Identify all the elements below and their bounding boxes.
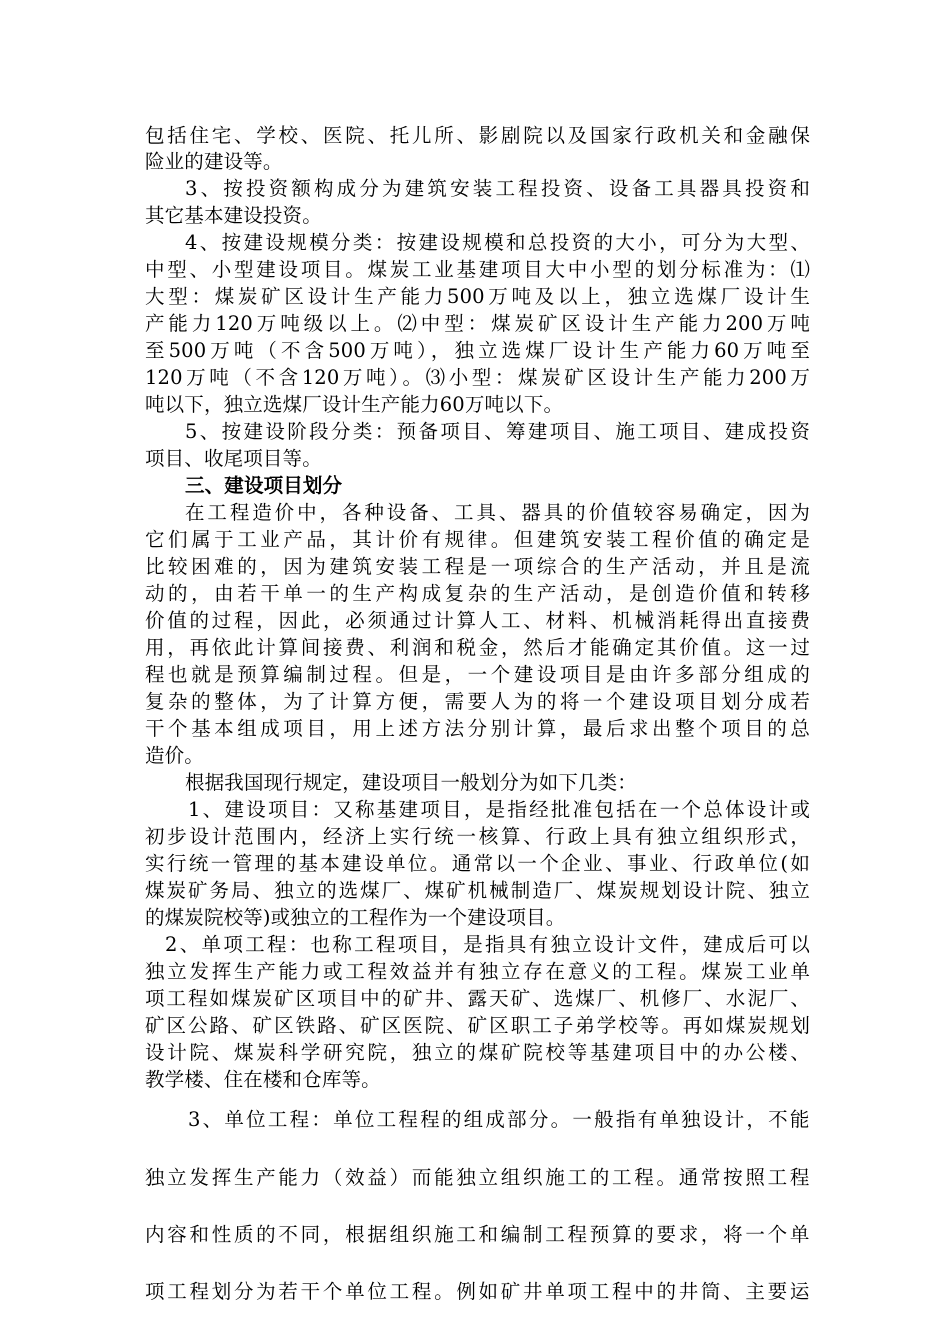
text-line: 其它基本建设投资。 [145, 204, 322, 227]
text-line: 120万吨（不含120万吨）。⑶小型：煤炭矿区设计生产能力200万 [145, 366, 810, 389]
text-line: 实行统一管理的基本建设单位。通常以一个企业、事业、行政单位(如 [145, 852, 810, 875]
text-line: 设计院、煤炭科学研究院，独立的煤矿院校等基建项目中的办公楼、 [145, 1041, 810, 1064]
text-line: 价值的过程，因此，必须通过计算人工、材料、机械消耗得出直接费 [145, 609, 810, 632]
text-line: 煤炭矿务局、独立的选煤厂、煤矿机械制造厂、煤炭规划设计院、独立 [145, 879, 810, 902]
text-line: 2、单项工程：也称工程项目，是指具有独立设计文件，建成后可以 [165, 933, 810, 956]
text-line: 项工程划分为若干个单位工程。例如矿井单项工程中的井筒、主要运 [145, 1280, 810, 1303]
text-line: 用，再依此计算间接费、利润和税金，然后才能确定其价值。这一过 [145, 636, 810, 659]
text-line: 比较困难的，因为建筑安装工程是一项综合的生产活动，并且是流 [145, 555, 810, 578]
text-line: 初步设计范围内，经济上实行统一核算、行政上具有独立组织形式， [145, 825, 810, 848]
text-line: 独立发挥生产能力（效益）而能独立组织施工的工程。通常按照工程 [145, 1166, 810, 1189]
text-line: 4、按建设规模分类：按建设规模和总投资的大小，可分为大型、 [185, 231, 810, 254]
text-line: 独立发挥生产能力或工程效益并有独立存在意义的工程。煤炭工业单 [145, 960, 810, 983]
text-line: 造价。 [145, 744, 204, 767]
text-line: 的煤炭院校等)或独立的工程作为一个建设项目。 [145, 906, 566, 929]
text-line: 干个基本组成项目，用上述方法分别计算，最后求出整个项目的总 [145, 717, 810, 740]
text-line: 矿区公路、矿区铁路、矿区医院、矿区职工子弟学校等。再如煤炭规划 [145, 1014, 810, 1037]
text-line: 至500万吨（不含500万吨），独立选煤厂设计生产能力60万吨至 [145, 339, 810, 362]
text-line: 复杂的整体，为了计算方便，需要人为的将一个建设项目划分成若 [145, 690, 810, 713]
text-line: 项目、收尾项目等。 [145, 447, 322, 470]
text-line: 项工程如煤炭矿区项目中的矿井、露天矿、选煤厂、机修厂、水泥厂、 [145, 987, 810, 1010]
text-line: 包括住宅、学校、医院、托儿所、影剧院以及国家行政机关和金融保 [145, 124, 810, 147]
text-line: 内容和性质的不同，根据组织施工和编制工程预算的要求，将一个单 [145, 1223, 810, 1246]
text-line: 它们属于工业产品，其计价有规律。但建筑安装工程价值的确定是 [145, 528, 810, 551]
text-line: 险业的建设等。 [145, 150, 283, 173]
text-line: 动的，由若干单一的生产构成复杂的生产活动，是创造价值和转移 [145, 582, 810, 605]
text-line: 3、按投资额构成分为建筑安装工程投资、设备工具器具投资和 [185, 177, 810, 200]
text-line: 教学楼、住在楼和仓库等。 [145, 1068, 381, 1091]
text-line: 根据我国现行规定，建设项目一般划分为如下几类： [185, 771, 637, 794]
text-line: 在工程造价中，各种设备、工具、器具的价值较容易确定，因为 [185, 501, 810, 524]
text-line: 大型：煤炭矿区设计生产能力500万吨及以上，独立选煤厂设计生 [145, 285, 810, 308]
text-line: 产能力120万吨级以上。⑵中型：煤炭矿区设计生产能力200万吨 [145, 312, 810, 335]
text-line: 5、按建设阶段分类：预备项目、筹建项目、施工项目、建成投资 [185, 420, 810, 443]
text-line: 吨以下，独立选煤厂设计生产能力60万吨以下。 [145, 393, 564, 416]
text-line: 程也就是预算编制过程。但是，一个建设项目是由许多部分组成的 [145, 663, 810, 686]
section-heading: 三、建设项目划分 [185, 474, 343, 497]
text-line: 1、建设项目：又称基建项目，是指经批准包括在一个总体设计或 [188, 798, 810, 821]
text-line: 中型、小型建设项目。煤炭工业基建项目大中小型的划分标准为：⑴ [145, 258, 810, 281]
text-line: 3、单位工程：单位工程程的组成部分。一般指有单独设计，不能 [188, 1108, 810, 1131]
